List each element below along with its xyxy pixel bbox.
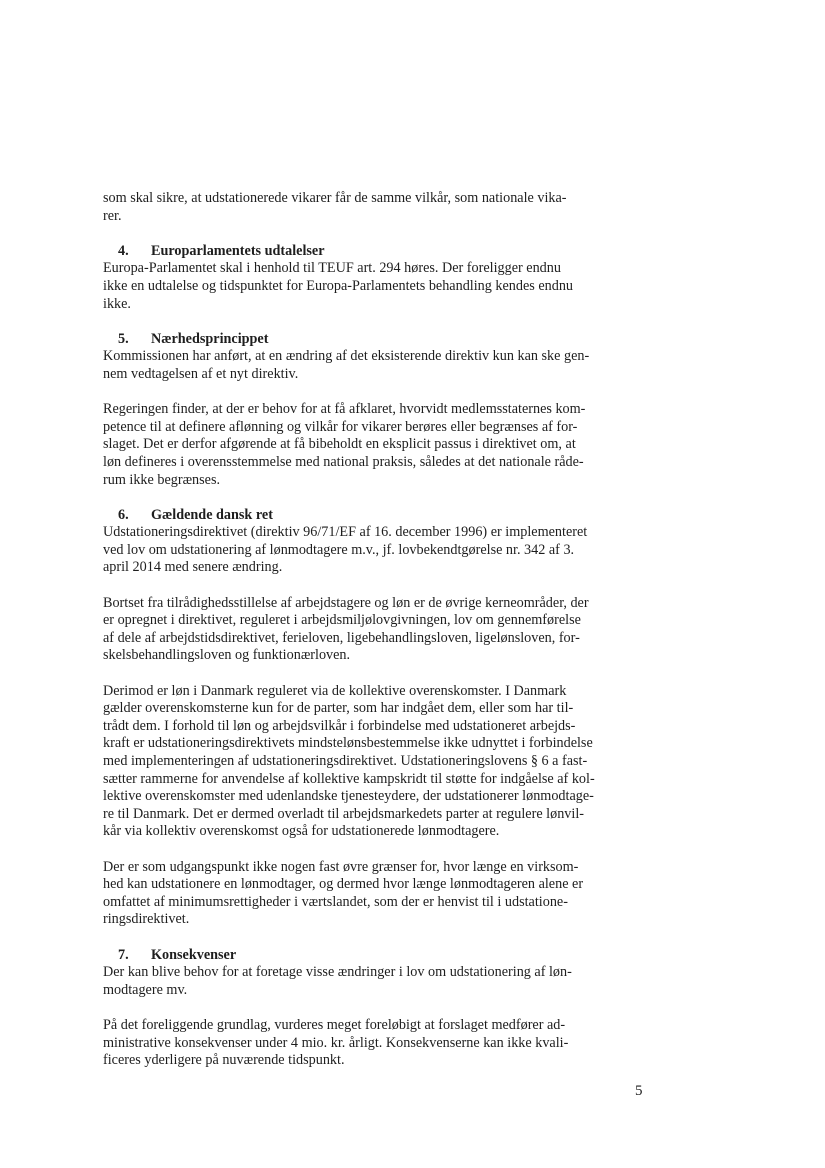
text-line: Derimod er løn i Danmark reguleret via de kollektive overenskomster. I Danmark [103, 682, 567, 699]
text-line: som skal sikre, at udstationerede vikarer får de samme vilkår, som nationale vika- [103, 190, 567, 206]
paragraph-text [103, 595, 603, 665]
paragraph [103, 1017, 603, 1070]
paragraph [103, 859, 603, 929]
paragraph [103, 401, 603, 489]
paragraph [103, 190, 603, 225]
section-heading [103, 243, 603, 261]
text-line: april 2014 med senere ændring. [103, 559, 283, 576]
text-line: På det foreliggende grundlag, vurderes meget foreløbigt at forslaget medfører ad- [103, 1016, 566, 1033]
document-body [103, 190, 603, 1087]
paragraph-text [103, 401, 603, 489]
text-line: trådt dem. I forhold til løn og arbejdsvilkår i forbindelse med udstationeret arbejds- [103, 717, 576, 734]
text-line: sætter rammerne for anvendelse af kollektive kampskridt til støtte for indgåelse af kol- [103, 770, 595, 787]
section [103, 947, 603, 1000]
text-line: løn defineres i overensstemmelse med national praksis, således at det nationale råde- [103, 453, 584, 470]
section-title: Gældende dansk ret [151, 506, 273, 523]
text-line: ikke. [103, 295, 131, 312]
paragraph-text [103, 1017, 603, 1070]
section [103, 507, 603, 577]
text-line: lektive overenskomster med udenlandske tjenesteydere, der udstationerer lønmodtage- [103, 788, 594, 805]
paragraph-text [103, 683, 603, 841]
text-line: Kommissionen har anført, at en ændring af det eksisterende direktiv kun kan ske gen- [103, 348, 590, 365]
text-line: re til Danmark. Det er dermed overladt til arbejdsmarkedets parter at regulere lønvil- [103, 805, 584, 822]
section-heading [103, 331, 603, 349]
section [103, 243, 603, 313]
section-number: 5. [118, 330, 129, 347]
section-title: Europarlamentets udtalelser [151, 242, 325, 259]
text-line: ministrative konsekvenser under 4 mio. kr. årligt. Konsekvenserne kan ikke kvali- [103, 1034, 569, 1051]
text-line: rer. [103, 207, 122, 224]
section-title: Konsekvenser [151, 946, 237, 963]
text-line: Bortset fra tilrådighedsstillelse af arbejdstagere og løn er de øvrige kerneområder, der [103, 594, 589, 611]
section [103, 331, 603, 384]
text-line: ficeres yderligere på nuværende tidspunkt. [103, 1052, 345, 1069]
section-number: 6. [118, 506, 129, 523]
paragraph [103, 683, 603, 841]
paragraph-text [103, 524, 603, 577]
text-line: ved lov om udstationering af lønmodtagere m.v., jf. lovbekendtgørelse nr. 342 af 3. [103, 541, 575, 558]
text-line: Der er som udgangspunkt ikke nogen fast øvre grænser for, hvor længe en virksom- [103, 858, 579, 875]
text-line: af dele af arbejdstidsdirektivet, ferieloven, ligebehandlingsloven, ligelønsloven, for- [103, 629, 580, 646]
text-line: kår via kollektiv overenskomst også for udstationerede lønmodtagere. [103, 823, 500, 840]
text-line: modtagere mv. [103, 981, 188, 998]
section-number: 7. [118, 946, 129, 963]
text-line: hed kan udstationere en lønmodtager, og dermed hvor længe lønmodtageren alene er [103, 876, 584, 893]
paragraph-text [103, 964, 603, 999]
paragraph [103, 595, 603, 665]
text-line: petence til at definere aflønning og vilkår for vikarer berøres eller begrænses af for- [103, 418, 578, 435]
text-line: nem vedtagelsen af et nyt direktiv. [103, 365, 299, 382]
text-line: skelsbehandlingsloven og funktionærloven. [103, 647, 351, 664]
text-line: slaget. Det er derfor afgørende at få bibeholdt en eksplicit passus i direktivet om, at [103, 436, 576, 453]
paragraph-text [103, 859, 603, 929]
text-line: rum ikke begrænses. [103, 471, 221, 488]
text-line: ikke en udtalelse og tidspunktet for Europa-Parlamentets behandling kendes endnu [103, 277, 574, 294]
text-line: omfattet af minimumsrettigheder i værtslandet, som der er henvist til i udstatione- [103, 893, 568, 910]
text-line: Europa-Parlamentet skal i henhold til TEUF art. 294 høres. Der foreligger endnu [103, 260, 561, 277]
text-line: med implementeringen af udstationeringsdirektivet. Udstationeringslovens § 6 a fast- [103, 753, 588, 769]
page-number: 5 [635, 1083, 643, 1099]
text-line: gælder overenskomsterne kun for de parter, som har indgået dem, eller som har til- [103, 700, 574, 717]
section-heading [103, 507, 603, 525]
paragraph-text [103, 190, 603, 225]
text-line: Udstationeringsdirektivet (direktiv 96/71/EF af 16. december 1996) er implementeret [103, 524, 588, 541]
text-line: ringsdirektivet. [103, 911, 190, 928]
text-line: Der kan blive behov for at foretage visse ændringer i lov om udstationering af løn- [103, 964, 572, 981]
section-title: Nærhedsprincippet [151, 330, 269, 347]
text-line: kraft er udstationeringsdirektivets mindstelønsbestemmelse ikke udnyttet i forbindelse [103, 735, 593, 752]
text-line: Regeringen finder, at der er behov for at få afklaret, hvorvidt medlemsstaternes kom- [103, 401, 586, 418]
section-number: 4. [118, 242, 129, 259]
text-line: er opregnet i direktivet, reguleret i arbejdsmiljølovgivningen, lov om gennemførelse [103, 612, 581, 629]
section-heading [103, 947, 603, 965]
paragraph-text [103, 260, 603, 313]
paragraph-text [103, 348, 603, 383]
